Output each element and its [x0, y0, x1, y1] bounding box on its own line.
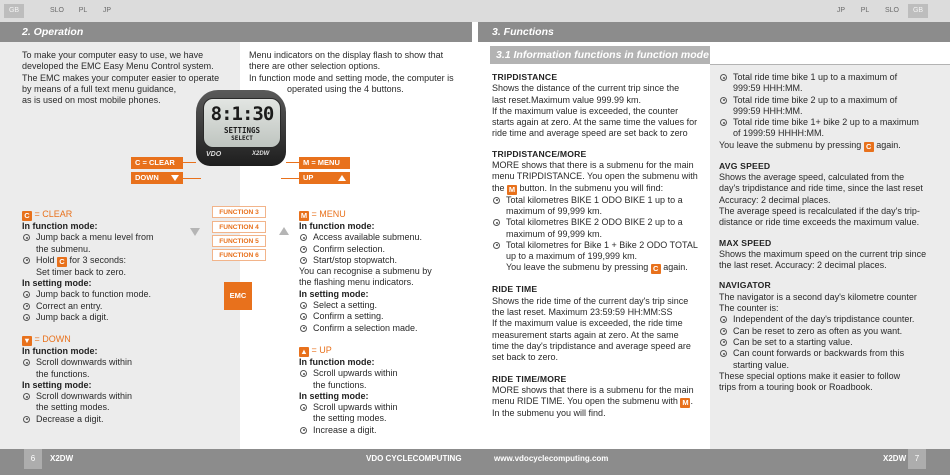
list-item: Total ride time bike 1 up to a maximum of 999:59 HHH:MM. [719, 72, 944, 95]
bullet-icon [23, 303, 30, 310]
list-item: Independent of the day's tripdistance counter. [719, 314, 944, 325]
functions-column-1: TRIPDISTANCE Shows the distance of the current trip since the last reset.Maximum value 999.99 km. If the maximum value is exceeded, the counter starts again at zero. At the same time the values for ride time and average speed are set back to zero TRIPDISTANCE/MORE MORE shows that there is a submenu for the main menu TRIPDISTANCE. You open the submenu with the M button. In the submenu you will find: Total kilometres BIKE 1 ODO BIKE 1 up to a maximum of 99,999 km. Total kilometres BIKE 2 ODO BIKE 2 up to a maximum of 99,999 km. Total kilometres for Bike 1 + Bike 2 ODO TOTAL up to a maximum of 199,999 km. You leave the submenu by pressing C again. RIDE TIME Shows the ride time of the current day's trip since the last reset. Maximum 23:59:59 HH:MM:SS If the maximum value is exceeded, the ride time measurement starts again at zero. At the same time the day's tripdistance and average speed are set back to zero. RIDE TIME/MORE MORE shows that there is a submenu for the main menu RIDE TIME. You open the submenu with M . In the submenu you will find. [492, 72, 704, 419]
device-model: X2DW [252, 151, 270, 157]
bullet-icon [720, 339, 727, 346]
section-title-functions: 3. Functions [478, 22, 950, 42]
bullet-icon [23, 314, 30, 321]
lang-tab-gb-right[interactable]: GB [908, 4, 928, 18]
function-item-4: FUNCTION 4 [212, 221, 266, 233]
bullet-icon [23, 234, 30, 241]
c-button-icon: C [57, 257, 67, 267]
bullet-icon [493, 197, 500, 204]
bullet-icon [300, 404, 307, 411]
lang-tab-jp-left[interactable]: JP [102, 7, 112, 14]
list-item: Access available submenu. [299, 232, 474, 243]
list-item: Confirm a setting. [299, 311, 474, 322]
label-c-clear: C = CLEAR [131, 157, 183, 169]
heading-tripdistance-more: TRIPDISTANCE/MORE [492, 148, 587, 159]
list-item: Total kilometres BIKE 2 ODO BIKE 2 up to a maximum of 99,999 km. [492, 217, 704, 240]
label-down-connector [183, 178, 201, 179]
c-button-icon: C [651, 264, 661, 274]
device-display [203, 98, 281, 148]
bullet-icon [720, 328, 727, 335]
emc-logo: EMC [224, 282, 252, 310]
list-item: Can be set to a starting value. [719, 337, 944, 348]
footer-bar [0, 449, 950, 475]
m-button-icon: M [300, 211, 308, 220]
list-item: Total ride time bike 1+ bike 2 up to a maximum of 1999:59 HHHH:MM. [719, 117, 944, 140]
bullet-icon [720, 74, 727, 81]
bullet-icon [300, 302, 307, 309]
lang-tab-pl-left[interactable]: PL [78, 7, 88, 14]
display-time: 8:1:30 [210, 103, 274, 125]
bullet-icon [300, 370, 307, 377]
bullet-icon [720, 119, 727, 126]
display-select: SELECT [231, 135, 253, 142]
m-button-icon: M [682, 398, 689, 408]
list-item: Scroll downwards within the setting modes. [22, 391, 237, 414]
bullet-icon [720, 316, 727, 323]
clear-section: C = CLEAR In function mode: Jump back a menu level from the submenu. Hold C for 3 seconds: Set timer back to zero. In setting mode: Jump back to function mode. Correct an entry. Jump back a digit. [22, 209, 237, 323]
heading-ride-time-more: RIDE TIME/MORE [492, 373, 567, 384]
bullet-icon [23, 416, 30, 423]
function-item-3: FUNCTION 3 [212, 206, 266, 218]
c-button-icon: C [22, 211, 32, 221]
lang-tab-gb-left[interactable]: GB [4, 4, 24, 18]
label-c-connector [183, 162, 196, 163]
list-item: Increase a digit. [299, 425, 474, 436]
list-item: Jump back a menu level from the submenu. [22, 232, 237, 255]
function-item-6: FUNCTION 6 [212, 249, 266, 261]
bullet-icon [300, 246, 307, 253]
down-arrow-icon [171, 175, 179, 181]
bullet-icon [300, 313, 307, 320]
footer-brand: VDO CYCLECOMPUTING [366, 454, 462, 463]
footer-model-left: X2DW [50, 454, 74, 463]
footer-model-right: X2DW [883, 454, 907, 463]
footer-website-link[interactable]: www.vdocyclecomputing.com [494, 454, 609, 463]
page-number-left: 6 [24, 449, 42, 469]
label-up-connector [281, 178, 299, 179]
label-m-menu: M = MENU [299, 157, 350, 169]
lang-tab-slo-right[interactable]: SLO [884, 7, 899, 14]
lang-tab-slo-left[interactable]: SLO [49, 7, 64, 14]
list-item: Jump back to function mode. [22, 289, 237, 300]
section-title-operation: 2. Operation [0, 22, 472, 42]
page-number-right: 7 [908, 449, 926, 469]
list-item: Total kilometres for Bike 1 + Bike 2 ODO TOTAL up to a maximum of 199,999 km. You leave the submenu by pressing C again. [492, 240, 704, 275]
heading-max-speed: MAX SPEED [719, 237, 772, 248]
list-item: Total ride time bike 2 up to a maximum of 999:59 HHH:MM. [719, 95, 944, 118]
c-button-icon: C [864, 142, 874, 152]
display-settings: SETTINGS [223, 126, 261, 135]
heading-navigator: NAVIGATOR [719, 280, 771, 291]
list-item: Correct an entry. [22, 301, 237, 312]
bullet-icon [300, 427, 307, 434]
subsection-title: 3.1 Information functions in function mode [490, 46, 710, 64]
down-button-icon: ▼ [23, 336, 31, 345]
bullet-icon [300, 325, 307, 332]
list-item: Select a setting. [299, 300, 474, 311]
list-item: Total kilometres BIKE 1 ODO BIKE 1 up to a maximum of 99,999 km. [492, 195, 704, 218]
up-button-icon: ▲ [300, 347, 308, 356]
bullet-icon [23, 257, 30, 264]
heading-avg-speed: AVG SPEED [719, 160, 771, 171]
bullet-icon [300, 234, 307, 241]
menu-section: M = MENU In function mode: Access available submenu. Confirm selection. Start/stop stopwatch. You can recognise a submenu by the flashing menu indicators. In setting mode: Select a setting. Confirm a setting. Confirm a selection made. [299, 209, 474, 334]
bullet-icon [493, 242, 500, 249]
bullet-icon [720, 97, 727, 104]
bullet-icon [23, 291, 30, 298]
list-item: Scroll downwards within the functions. [22, 357, 237, 380]
label-up: UP [299, 172, 350, 184]
bullet-icon [23, 359, 30, 366]
bullet-icon [300, 257, 307, 264]
m-button-icon: M [508, 184, 516, 194]
heading-tripdistance: TRIPDISTANCE [492, 72, 558, 82]
intro-paragraph-right: Menu indicators on the display flash to show that there are other selection options. In function mode and setting mode, the computer is operated using the 4 buttons. [249, 50, 454, 94]
list-item: Scroll upwards within the functions. [299, 368, 474, 391]
list-item: Jump back a digit. [22, 312, 237, 323]
list-item: Decrease a digit. [22, 414, 237, 425]
function-item-5: FUNCTION 5 [212, 235, 266, 247]
list-item: Hold C for 3 seconds: Set timer back to zero. [22, 255, 237, 278]
functions-column-2: Total ride time bike 1 up to a maximum of 999:59 HHH:MM. Total ride time bike 2 up to a maximum of 999:59 HHH:MM. Total ride time bike 1+ bike 2 up to a maximum of 1999:59 HHHH:MM. You leave the submenu by pressing C again. AVG SPEED Shows the average speed, calculated from the day's tripdistance and ride time, since the last reset Accuracy: 2 decimal places. The average speed is recalculated if the day's trip- distance or ride time exceeds the maximum value. MAX SPEED Shows the maximum speed on the current trip since the last reset. Accuracy: 2 decimal places. NAVIGATOR The navigator is a second day's kilometre counter The counter is: Independent of the day's tripdistance counter. Can be reset to zero as often as you want. Can be set to a starting value. Can count forwards or backwards from this starting value. These special options make it easier to follow trips from a touring book or Roadbook. [719, 72, 944, 393]
lang-tab-pl-right[interactable]: PL [860, 7, 870, 14]
label-down: DOWN [131, 172, 183, 184]
bullet-icon [720, 350, 727, 357]
lang-tab-jp-right[interactable]: JP [836, 7, 846, 14]
scroll-up-icon [279, 227, 289, 235]
label-m-connector [286, 162, 299, 163]
list-item: Confirm selection. [299, 244, 474, 255]
bullet-icon [23, 393, 30, 400]
list-item: Can count forwards or backwards from this starting value. [719, 348, 944, 371]
intro-paragraph-left: To make your computer easy to use, we have developed the EMC Easy Menu Control system. The EMC makes your computer easier to operate by means of a full text menu guidance, as is used on most mobile phones. [22, 50, 220, 106]
up-section: ▲ = UP In function mode: Scroll upwards within the functions. In setting mode: Scroll upwards within the setting modes. Increase a digit. [299, 345, 474, 436]
heading-ride-time: RIDE TIME [492, 284, 538, 295]
down-section: ▼ = DOWN In function mode: Scroll downwards within the functions. In setting mode: Scroll downwards within the setting modes. Decrease a digit. [22, 334, 237, 425]
list-item: Confirm a selection made. [299, 323, 474, 334]
list-item: Scroll upwards within the setting modes. [299, 402, 474, 425]
bullet-icon [493, 219, 500, 226]
list-item: Start/stop stopwatch. [299, 255, 474, 266]
list-item: Can be reset to zero as often as you want. [719, 326, 944, 337]
language-bar [0, 0, 950, 22]
up-arrow-icon [338, 175, 346, 181]
cyclecomputer-device [196, 90, 286, 166]
device-brand: VDO [206, 151, 222, 158]
